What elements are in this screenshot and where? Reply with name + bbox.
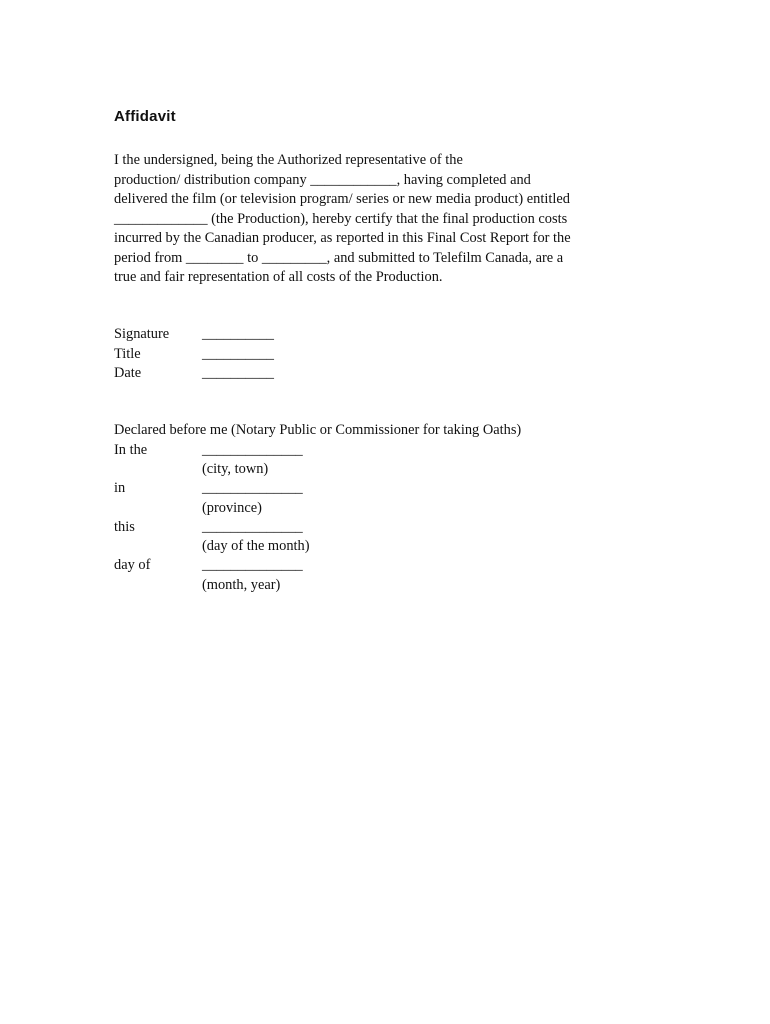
declaration-row-month bbox=[114, 556, 674, 576]
declaration-hint-row bbox=[114, 460, 674, 479]
declaration-label: this bbox=[114, 518, 135, 535]
declaration-hint-row bbox=[114, 576, 674, 595]
paragraph-line: delivered the film (or television program/ series or new media product) entitled bbox=[114, 191, 570, 207]
declaration-label: in bbox=[114, 480, 126, 496]
document-title: Affidavit bbox=[114, 108, 176, 125]
declaration-hint-row bbox=[114, 499, 674, 518]
title-row bbox=[114, 345, 414, 365]
declaration-blank: ______________ bbox=[202, 557, 303, 573]
date-row bbox=[114, 364, 414, 384]
declaration-label: day of bbox=[114, 557, 151, 573]
declaration-blank: ______________ bbox=[202, 518, 303, 535]
signature-block bbox=[114, 325, 414, 384]
declaration-row-day bbox=[114, 518, 674, 538]
paragraph-line: incurred by the Canadian producer, as reported in this Final Cost Report for the bbox=[114, 230, 571, 246]
paragraph-line: I the undersigned, being the Authorized representative of the bbox=[114, 152, 463, 168]
declaration-hint: (month, year) bbox=[202, 576, 281, 593]
declaration-blank: ______________ bbox=[202, 441, 303, 458]
declaration-label: In the bbox=[114, 441, 148, 458]
signature-blank: __________ bbox=[202, 326, 274, 342]
declaration-heading: Declared before me (Notary Public or Commissioner for taking Oaths) bbox=[114, 422, 522, 438]
paragraph-line: period from ________ to _________, and submitted to Telefilm Canada, are a bbox=[114, 249, 564, 266]
title-label: Title bbox=[114, 345, 141, 362]
declaration-row-province bbox=[114, 479, 674, 499]
declaration-hint-row bbox=[114, 537, 674, 556]
affidavit-paragraph bbox=[114, 151, 674, 288]
declaration-hint: (city, town) bbox=[202, 461, 269, 477]
declaration-hint: (day of the month) bbox=[202, 538, 310, 554]
paragraph-line: true and fair representation of all costs of the Production. bbox=[114, 269, 443, 285]
paragraph-line: _____________ (the Production), hereby certify that the final production costs bbox=[114, 210, 568, 227]
signature-label: Signature bbox=[114, 326, 170, 342]
declaration-block bbox=[114, 421, 674, 595]
declaration-hint: (province) bbox=[202, 499, 262, 516]
paragraph-line: production/ distribution company ____________, having completed and bbox=[114, 171, 531, 188]
declaration-row-city bbox=[114, 441, 674, 461]
declaration-blank: ______________ bbox=[202, 480, 303, 496]
signature-row bbox=[114, 325, 414, 345]
date-label: Date bbox=[114, 365, 142, 381]
date-blank: __________ bbox=[202, 365, 274, 381]
title-blank: __________ bbox=[202, 345, 274, 362]
